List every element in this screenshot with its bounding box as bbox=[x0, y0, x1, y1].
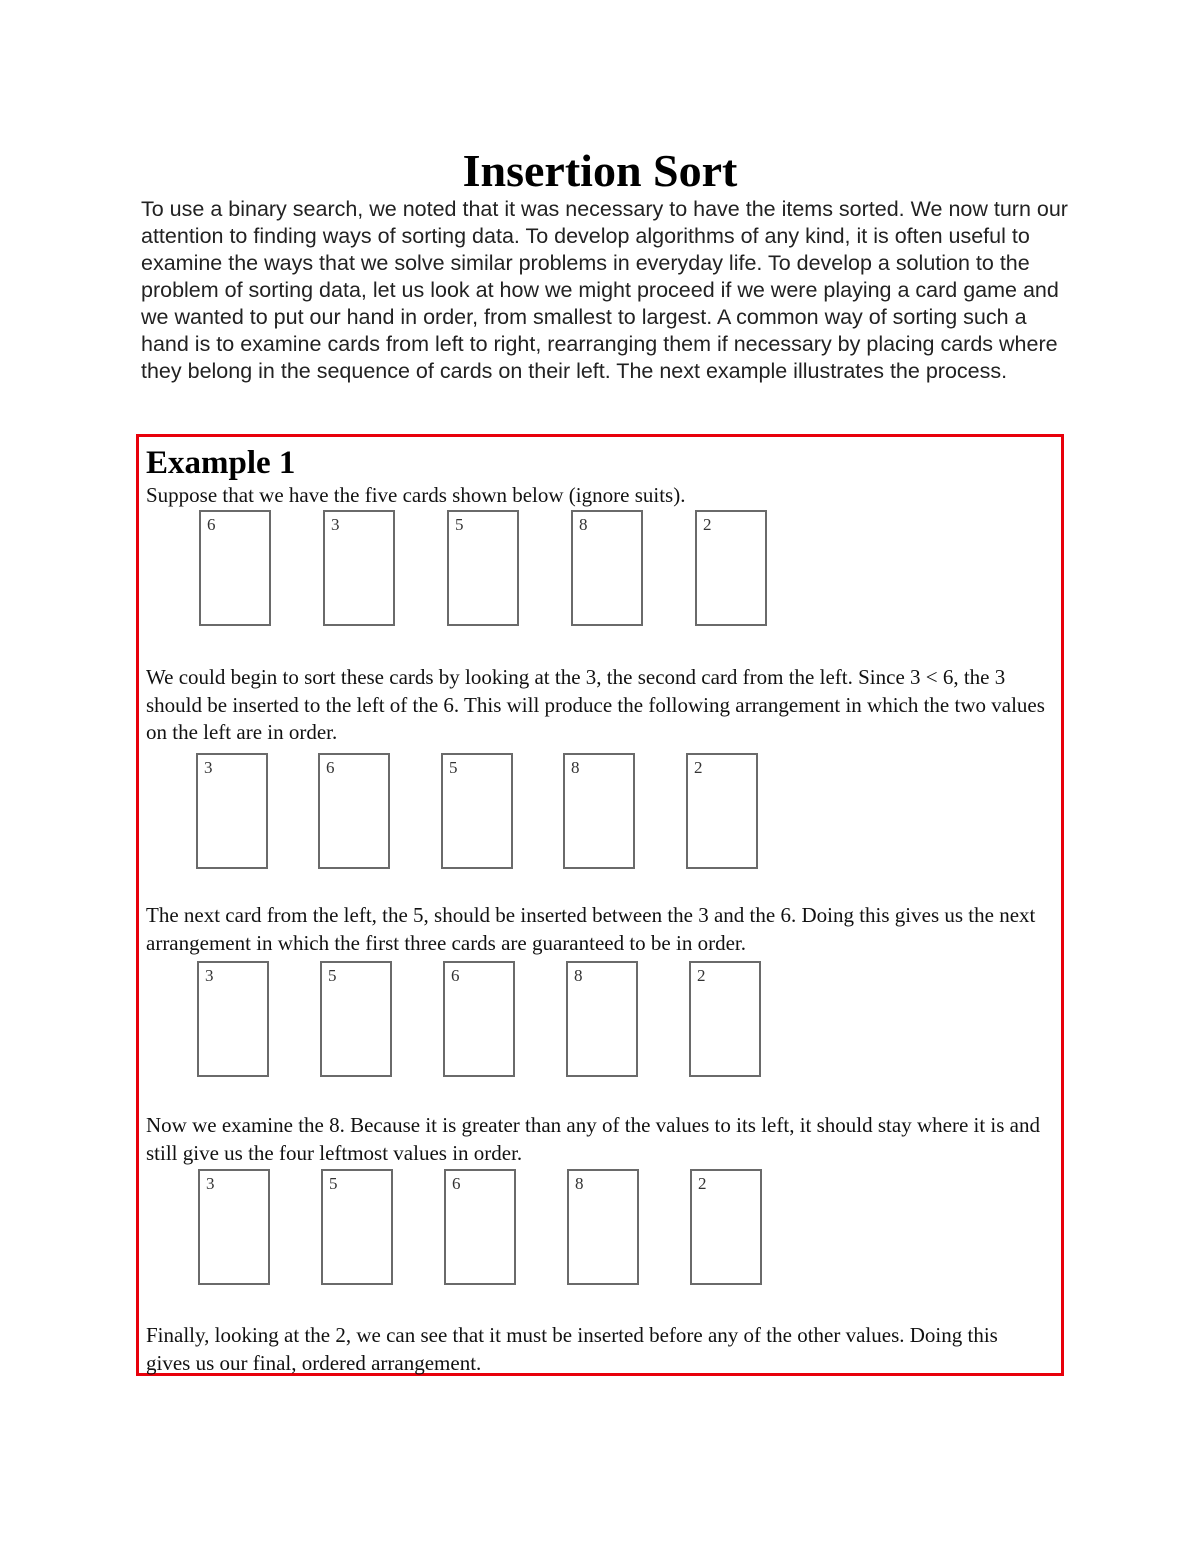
card-value: 5 bbox=[449, 758, 458, 777]
card-value: 8 bbox=[579, 515, 588, 534]
card-value: 6 bbox=[326, 758, 335, 777]
example-box bbox=[136, 434, 1064, 1376]
playing-card bbox=[444, 1169, 516, 1285]
card-value: 6 bbox=[452, 1174, 461, 1193]
card-row bbox=[196, 753, 816, 877]
example-paragraph: The next card from the left, the 5, should be inserted between the 3 and the 6. Doing this gives us the next arrangement in which the first three cards are guaranteed to be in order. bbox=[146, 903, 1036, 955]
playing-card bbox=[198, 1169, 270, 1285]
card-row bbox=[198, 1169, 818, 1293]
playing-card bbox=[566, 961, 638, 1077]
playing-card bbox=[320, 961, 392, 1077]
example-paragraph: Suppose that we have the five cards shown below (ignore suits). bbox=[146, 483, 686, 507]
playing-card bbox=[695, 510, 767, 626]
playing-card bbox=[447, 510, 519, 626]
intro-paragraph: To use a binary search, we noted that it was necessary to have the items sorted. We now turn our attention to finding ways of sorting data. To develop algorithms of any kind, it is often useful to examine the ways that we solve similar problems in everyday life. To develop a solution to the problem of sorting data, let us look at how we might proceed if we were playing a card game and we wanted to put our hand in order, from smallest to largest. A common way of sorting such a hand is to examine cards from left to right, rearranging them if necessary by placing cards where they belong in the sequence of cards on their left. The next example illustrates the process. bbox=[141, 197, 1068, 383]
playing-card bbox=[571, 510, 643, 626]
playing-card bbox=[318, 753, 390, 869]
card-value: 3 bbox=[331, 515, 340, 534]
playing-card bbox=[563, 753, 635, 869]
card-value: 3 bbox=[204, 758, 213, 777]
playing-card bbox=[321, 1169, 393, 1285]
playing-card bbox=[567, 1169, 639, 1285]
card-value: 2 bbox=[697, 966, 706, 985]
playing-card bbox=[690, 1169, 762, 1285]
page-title: Insertion Sort bbox=[462, 145, 738, 196]
playing-card bbox=[686, 753, 758, 869]
card-value: 8 bbox=[574, 966, 583, 985]
playing-card bbox=[443, 961, 515, 1077]
card-value: 2 bbox=[703, 515, 712, 534]
playing-card bbox=[197, 961, 269, 1077]
card-value: 5 bbox=[328, 966, 337, 985]
card-row bbox=[197, 961, 817, 1085]
card-value: 8 bbox=[575, 1174, 584, 1193]
example-paragraph: Now we examine the 8. Because it is greater than any of the values to its left, it should stay where it is and still give us the four leftmost values in order. bbox=[146, 1113, 1041, 1165]
example-heading: Example 1 bbox=[146, 445, 296, 481]
card-value: 5 bbox=[455, 515, 464, 534]
card-value: 3 bbox=[205, 966, 214, 985]
playing-card bbox=[323, 510, 395, 626]
example-paragraph: We could begin to sort these cards by looking at the 3, the second card from the left. Since 3 < 6, the 3 should be inserted to the left of the 6. This will produce the following arrangement in which the two values on the left are in order. bbox=[146, 665, 1045, 744]
card-value: 2 bbox=[694, 758, 703, 777]
playing-card bbox=[196, 753, 268, 869]
playing-card bbox=[689, 961, 761, 1077]
card-value: 8 bbox=[571, 758, 580, 777]
card-value: 5 bbox=[329, 1174, 338, 1193]
card-value: 3 bbox=[206, 1174, 215, 1193]
card-value: 6 bbox=[207, 515, 216, 534]
card-value: 6 bbox=[451, 966, 460, 985]
playing-card bbox=[441, 753, 513, 869]
card-row bbox=[199, 510, 819, 634]
example-paragraph: Finally, looking at the 2, we can see that it must be inserted before any of the other values. Doing this gives us our final, ordered arrangement. bbox=[146, 1323, 998, 1375]
playing-card bbox=[199, 510, 271, 626]
card-value: 2 bbox=[698, 1174, 707, 1193]
